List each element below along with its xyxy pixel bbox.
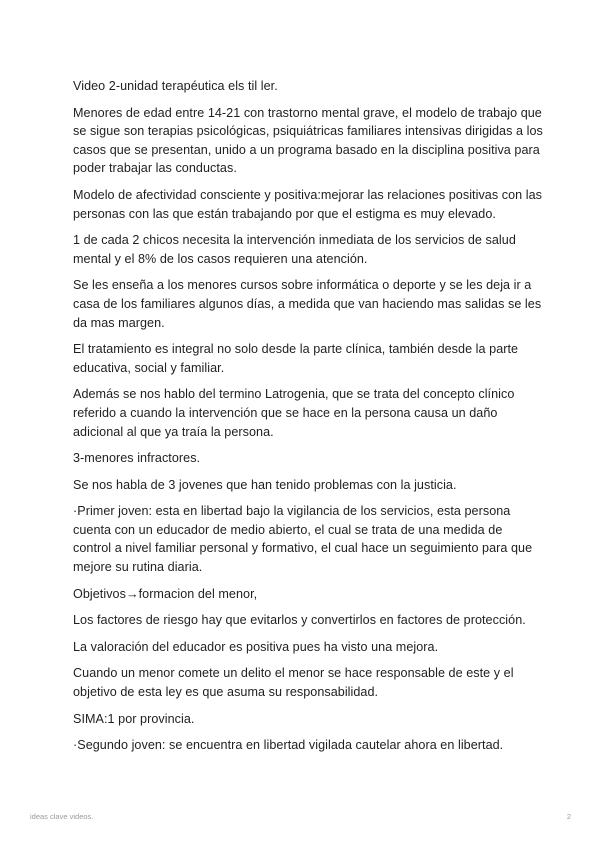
paragraph: 1 de cada 2 chicos necesita la intervención inmediata de los servicios de salud mental y el 8% de los casos requieren una atención. xyxy=(73,233,516,266)
paragraph: Menores de edad entre 14-21 con trastorno mental grave, el modelo de trabajo que se sigue son terapias psicológicas, psiquiátricas familiares intensivas dirigidas a los casos que se presentan, unido a un programa basado en la disciplina positiva para poder trabajar las conductas. xyxy=(73,105,543,176)
footer-document-title: ideas clave videos. xyxy=(30,812,94,821)
paragraph: Se nos habla de 3 jovenes que han tenido problemas con la justicia. xyxy=(73,477,457,492)
paragraph: Cuando un menor comete un delito el menor se hace responsable de este y el objetivo de esta ley es que asuma su responsabilidad. xyxy=(73,666,514,700)
paragraph: SIMA:1 por provincia. xyxy=(73,711,195,726)
document-body xyxy=(73,77,543,763)
paragraph: 3-menores infractores. xyxy=(73,451,201,466)
paragraph: La valoración del educador es positiva pues ha visto una mejora. xyxy=(73,639,439,654)
paragraph: Modelo de afectividad consciente y positiva:mejorar las relaciones positivas con las personas con las que están trabajando por que el estigma es muy elevado. xyxy=(73,187,543,221)
paragraph: ·Primer joven: esta en libertad bajo la vigilancia de los servicios, esta persona cuenta con un educador de medio abierto, el cual se trata de una medida de control a nivel familiar personal y formativo, el cual hace un seguimiento para que mejore su rutina diaria. xyxy=(73,504,533,575)
paragraph: Los factores de riesgo hay que evitarlos y convertirlos en factores de protección. xyxy=(73,613,526,628)
paragraph: Además se nos hablo del termino Latrogenia, que se trata del concepto clínico referido a cuando la intervención que se hace en la persona causa un daño adicional al que ya traía la persona. xyxy=(73,387,515,439)
paragraph: ·Segundo joven: se encuentra en libertad vigilada cautelar ahora en libertad. xyxy=(73,738,504,753)
paragraph: Objetivos→formacion del menor, xyxy=(73,586,258,601)
paragraph: Video 2-unidad terapéutica els til ler. xyxy=(73,79,278,93)
footer-page-number: 2 xyxy=(566,812,571,821)
paragraph: Se les enseña a los menores cursos sobre informática o deporte y se les deja ir a casa de los familiares algunos días, a medida que van haciendo mas salidas se les da mas margen. xyxy=(73,278,542,330)
paragraph: El tratamiento es integral no solo desde la parte clínica, también desde la parte educativa, social y familiar. xyxy=(73,342,519,375)
